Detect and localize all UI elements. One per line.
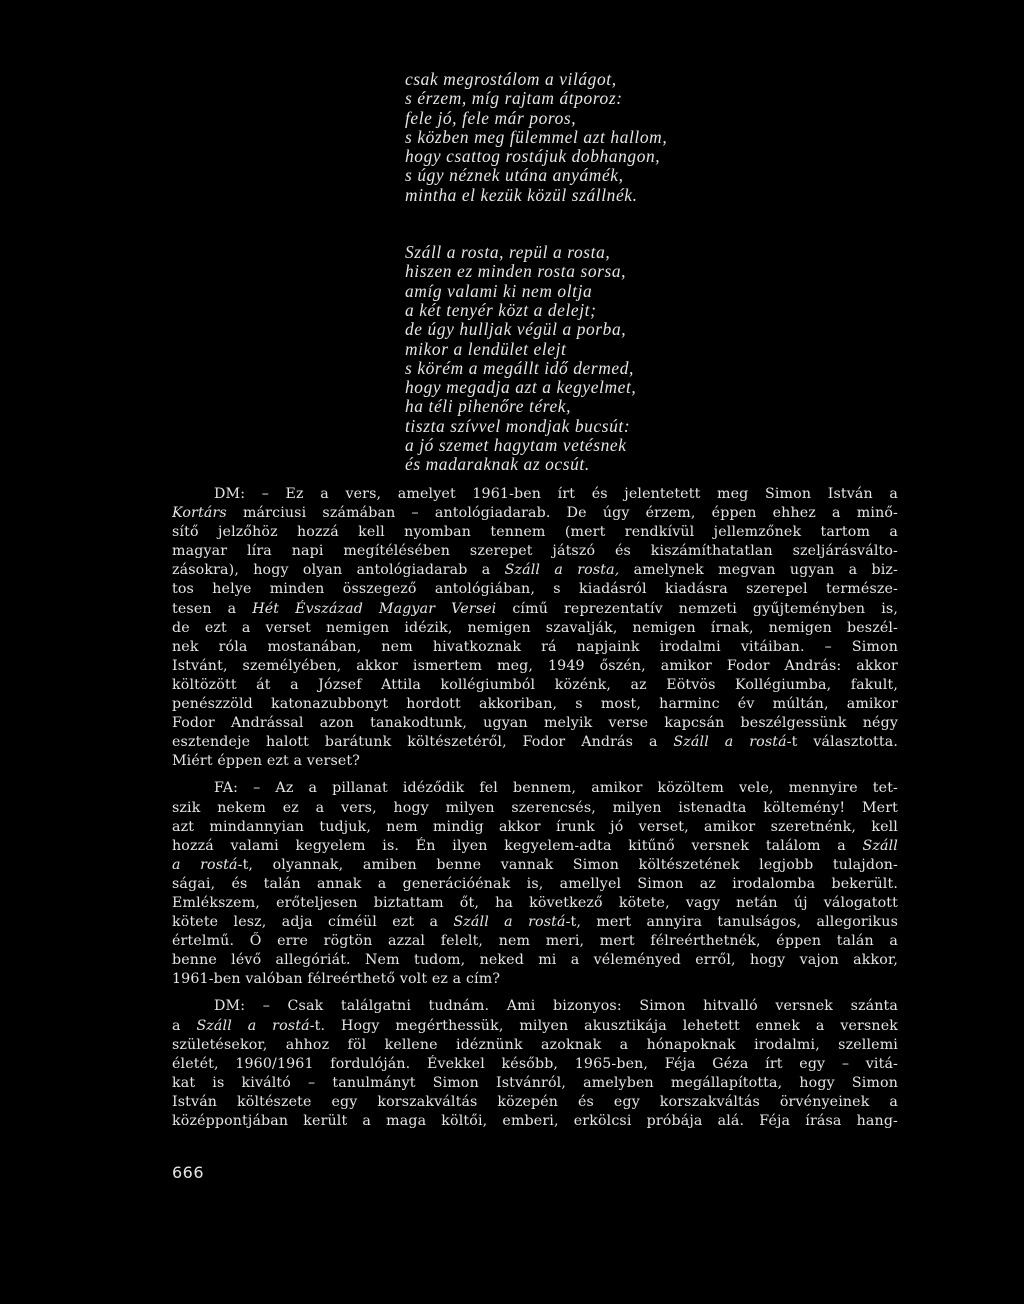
prose-line bbox=[172, 1017, 898, 1036]
text-run: -t választotta. bbox=[786, 734, 898, 751]
poem-line: és madaraknak az ocsút. bbox=[405, 454, 590, 475]
poem-stanza-2 bbox=[405, 243, 825, 475]
italic-title: Kortárs bbox=[172, 505, 227, 522]
text-run: zásokra), hogy olyan antológiadarab a bbox=[172, 562, 505, 579]
poem-line: ha téli pihenőre térek, bbox=[405, 396, 572, 417]
prose-line bbox=[172, 733, 898, 752]
poem-stanza-1 bbox=[405, 70, 825, 205]
prose-line: születésekor, ahhoz föl kellene idéznünk azoknak a hónapoknak irodalmi, szellemi bbox=[172, 1036, 898, 1053]
prose-line: azt mindannyian tudjuk, nem mindig akkor írunk jó verset, amikor szeretnénk, kell bbox=[172, 818, 898, 835]
text-run: a bbox=[172, 1017, 197, 1034]
text-run: hozzá valami kegyelem is. Én ilyen kegyelem-adta kitűnő versnek találom a bbox=[172, 837, 863, 854]
text-run: amelynek megvan ugyan a biz- bbox=[619, 562, 898, 579]
poem bbox=[405, 70, 825, 475]
prose-line bbox=[172, 561, 898, 580]
prose-line bbox=[172, 600, 898, 619]
prose-line: kat is kiváltó – tanulmányt Simon Istvánról, amelyben megállapította, hogy Simon bbox=[172, 1074, 898, 1091]
prose-line bbox=[172, 913, 898, 932]
text-run: esztendeje halott barátunk költészetéről, Fodor András a bbox=[172, 734, 674, 751]
poem-line: a két tenyér közt a delejt; bbox=[405, 299, 597, 320]
paragraph-dm-1 bbox=[172, 485, 898, 771]
prose-body bbox=[172, 485, 898, 1131]
poem-line: de úgy hulljak végül a porba, bbox=[405, 319, 627, 340]
prose-line: DM: – Ez a vers, amelyet 1961-ben írt és jelentetett meg Simon István a bbox=[214, 486, 898, 502]
poem-line: s érzem, míg rajtam átporoz: bbox=[405, 88, 623, 109]
text-run: márciusi számában – antológiadarab. De úgy érzem, éppen ehhez a minő- bbox=[226, 505, 898, 522]
italic-title: Száll a rostá bbox=[453, 914, 566, 931]
italic-title: Száll bbox=[862, 837, 898, 854]
paragraph-gap bbox=[172, 771, 898, 779]
prose-line: benne lévő allegóriát. Nem tudom, neked mi a véleményed erről, hogy vajon akkor, bbox=[172, 952, 898, 969]
prose-line: István költészete egy korszakváltás közepén és egy korszakváltás örvényeinek a bbox=[172, 1093, 898, 1110]
paragraph-dm-2 bbox=[172, 997, 898, 1131]
prose-line: de ezt a verset nemigen idézik, nemigen szavalják, nemigen írnak, nemigen beszél- bbox=[172, 619, 898, 636]
poem-line: hiszen ez minden rosta sorsa, bbox=[405, 261, 627, 282]
poem-line: s közben meg fülemmel azt hallom, bbox=[405, 126, 668, 147]
prose-line: Miért éppen ezt a verset? bbox=[172, 753, 361, 770]
prose-line bbox=[172, 837, 898, 856]
italic-title: Száll a rostá bbox=[196, 1017, 310, 1034]
paragraph-gap bbox=[172, 989, 898, 997]
prose-line: 1961-ben valóban félreérthető volt ez a cím? bbox=[172, 971, 501, 988]
prose-line: penészzöld katonazubbonyt hordott akkoriban, s most, harminc év múltán, amikor bbox=[172, 696, 898, 713]
poem-line: tiszta szívvel mondjak bucsút: bbox=[405, 415, 631, 436]
prose-line: FA: – Az a pillanat idéződik fel bennem, amikor közöltem vele, mennyire tet- bbox=[214, 780, 898, 797]
italic-title: Száll a rostá bbox=[673, 734, 787, 751]
prose-line: Fodor Andrással azon tanakodtunk, ugyan melyik verse kapcsán beszélgessünk négy bbox=[172, 715, 898, 732]
prose-line: költözött át a József Attila kollégiumból közénk, az Eötvös Kollégiumba, fakult, bbox=[172, 676, 898, 693]
poem-line: s körém a megállt idő dermed, bbox=[405, 357, 634, 378]
poem-line: mintha el kezük közül szállnék. bbox=[405, 184, 638, 205]
page-number: 666 bbox=[172, 1163, 205, 1182]
poem-line: amíg valami ki nem oltja bbox=[405, 280, 593, 301]
prose-line: tos helye minden összegező antológiában, s kiadásról kiadásra szerepel természe- bbox=[172, 581, 898, 598]
prose-line: értelmű. Ő erre rögtön azzal felelt, nem meri, mert félreérthetnék, éppen talán a bbox=[172, 933, 898, 950]
prose-line: középpontjában került a maga költői, emberi, erkölcsi próbája alá. Féja írása hang- bbox=[172, 1113, 898, 1129]
poem-line: csak megrostálom a világot, bbox=[405, 69, 617, 89]
prose-line: sítő jelzőhöz hozzá kell nyomban tennem (mert rendkívül jellemzőnek tartom a bbox=[172, 524, 898, 541]
poem-line: hogy megadja azt a kegyelmet, bbox=[405, 377, 637, 398]
text-run: tesen a bbox=[172, 600, 253, 617]
text-run: -t, olyannak, amiben benne vannak Simon költészetének legjobb tulajdon- bbox=[237, 856, 898, 873]
poem-line: hogy csattog rostájuk dobhangon, bbox=[405, 146, 661, 167]
prose-line: nek róla mostanában, nem hivatkoznak rá napjaink irodalmi vitáiban. – Simon bbox=[172, 638, 898, 655]
text-run: című reprezentatív nemzeti gyűjteményben is, bbox=[496, 600, 898, 617]
prose-line: életét, 1960/1961 fordulóján. Évekkel később, 1965-ben, Féja Géza írt egy – vitá- bbox=[172, 1055, 898, 1072]
poem-line: mikor a lendület elejt bbox=[405, 338, 567, 359]
italic-title: a rostá bbox=[172, 856, 238, 873]
prose-line: Emlékszem, erőteljesen biztattam őt, ha következő kötete, vagy netán új válogatott bbox=[172, 894, 898, 911]
poem-line: fele jó, fele már poros, bbox=[405, 107, 577, 128]
poem-line: a jó szemet hagytam vetésnek bbox=[405, 435, 627, 456]
prose-line: DM: – Csak találgatni tudnám. Ami bizonyos: Simon hitvalló versnek szánta bbox=[214, 998, 898, 1015]
prose-line: magyar líra napi megítélésében szerepet játszó és kiszámíthatatlan szeljárásválto- bbox=[172, 543, 898, 560]
prose-line: Istvánt, személyében, akkor ismertem meg, 1949 őszén, amikor Fodor András: akkor bbox=[172, 657, 898, 674]
prose-line bbox=[172, 856, 898, 875]
poem-line: s úgy néznek utána anyámék, bbox=[405, 165, 624, 186]
text-run: -t. Hogy megérthessük, milyen akusztikája lehetett ennek a versnek bbox=[309, 1017, 898, 1034]
poem-line: Száll a rosta, repül a rosta, bbox=[405, 242, 611, 263]
prose-line: ságai, és talán annak a generációénak is, amellyel Simon az irodalomba bekerült. bbox=[172, 875, 898, 892]
prose-line bbox=[172, 504, 898, 523]
paragraph-fa-1 bbox=[172, 779, 898, 989]
text-run: kötete lesz, adja címéül ezt a bbox=[172, 914, 454, 931]
prose-line: szik nekem ez a vers, hogy milyen szerencsés, milyen istenadta költemény! Mert bbox=[172, 799, 898, 816]
italic-title: Száll a rosta, bbox=[504, 562, 620, 579]
italic-title: Hét Évszázad Magyar Versei bbox=[252, 600, 497, 617]
text-run: -t, mert annyira tanulságos, allegorikus bbox=[565, 914, 898, 931]
